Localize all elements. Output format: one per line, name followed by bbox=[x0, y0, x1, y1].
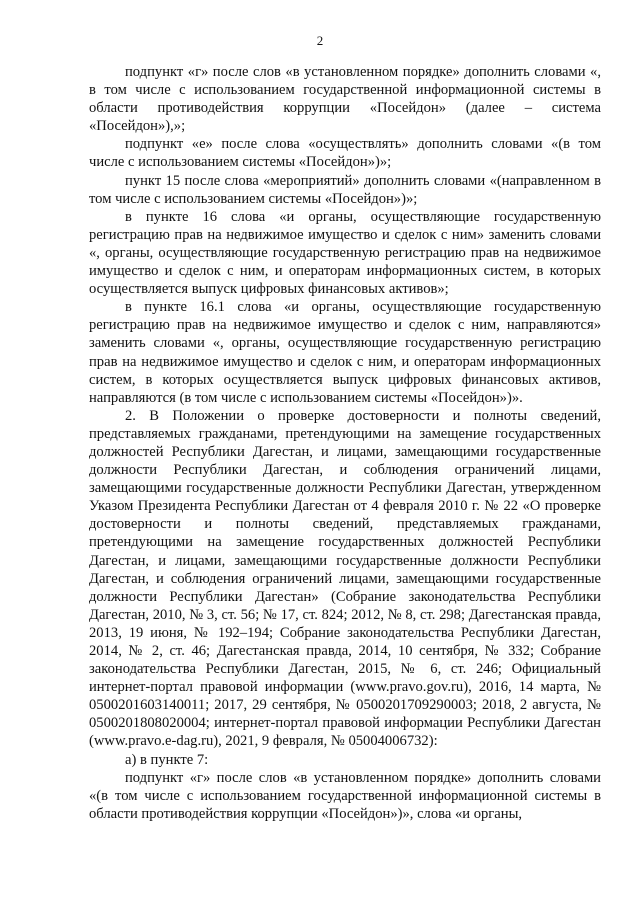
paragraph-subpoint-g-2: подпункт «г» после слов «в установленном порядке» дополнить словами «(в том числе с использованием государственной информационной системы в области противодействия коррупции «Посейдон»)», слова «и органы, bbox=[89, 769, 601, 822]
paragraph-section-2: 2. В Положении о проверке достоверности и полноты сведений, представляемых гражданами, претендующими на замещение государственных должностей Республики Дагестан, и лицами, замещающими государственные должности Республики Дагестан, и соблюдения ограничений лицами, замещающими государственные должности Республики Дагестан, утвержденном Указом Президента Республики Дагестан от 4 февраля 2010 г. № 22 «О проверке достоверности и полноты сведений, представляемых гражданами, претендующими на замещение государственных должностей Республики Дагестан, и лицами, замещающими государственные должности Республики Дагестан, и соблюдения ограничений лицами, замещающими государственные должности Республики Дагестан» (Собрание законодательства Республики Дагестан, 2010, № 3, ст. 56; № 17, ст. 824; 2012, № 8, ст. 298; Дагестанская правда, 2013, 19 июня, № 192–194; Собрание законодательства Республики Дагестан, 2014, № 2, ст. 46; Дагестанская правда, 2014, 10 сентября, № 332; Собрание законодательства Республики Дагестан, 2015, № 6, ст. 246; Официальный интернет-портал правовой информации (www.pravo.gov.ru), 2016, 14 марта, № 0500201603140011; 2017, 29 сентября, № 0500201709290003; 2018, 2 августа, № 0500201808020004; интернет-портал правовой информации Республики Дагестан (www.pravo.e-dag.ru), 2021, 9 февраля, № 05004006732): bbox=[89, 407, 601, 750]
paragraph-subpoint-e: подпункт «е» после слова «осуществлять» дополнить словами «(в том числе с использованием системы «Посейдон»)»; bbox=[89, 136, 601, 171]
document-body bbox=[89, 63, 601, 823]
paragraph-item-a: а) в пункте 7: bbox=[125, 751, 209, 768]
paragraph-subpoint-g: подпункт «г» после слов «в установленном порядке» дополнить словами «, в том числе с использованием государственной информационной системы в области противодействия коррупции «Посейдон» (далее – система «Посейдон»),»; bbox=[89, 64, 601, 135]
paragraph-point-16: в пункте 16 слова «и органы, осуществляющие государственную регистрацию прав на недвижимое имущество и сделок с ним» заменить словами «, органы, осуществляющие государственную регистрацию прав на недвижимое имущество и сделок с ним, и операторам информационных систем, в которых осуществляется выпуск цифровых финансовых активов»; bbox=[89, 208, 601, 298]
page-number: 2 bbox=[316, 33, 324, 48]
paragraph-point-16-1: в пункте 16.1 слова «и органы, осуществляющие государственную регистрацию прав на недвижимое имущество и сделок с ним, направляются» заменить словами «, органы, осуществляющие государственную регистрацию прав на недвижимое имущество и сделок с ним, и операторам информационных систем, в которых осуществляется выпуск цифровых финансовых активов, направляются (в том числе с использованием системы «Посейдон»)». bbox=[89, 299, 601, 406]
paragraph-point-15: пункт 15 после слова «мероприятий» дополнить словами «(направленном в том числе с использованием системы «Посейдон»)»; bbox=[89, 172, 601, 207]
